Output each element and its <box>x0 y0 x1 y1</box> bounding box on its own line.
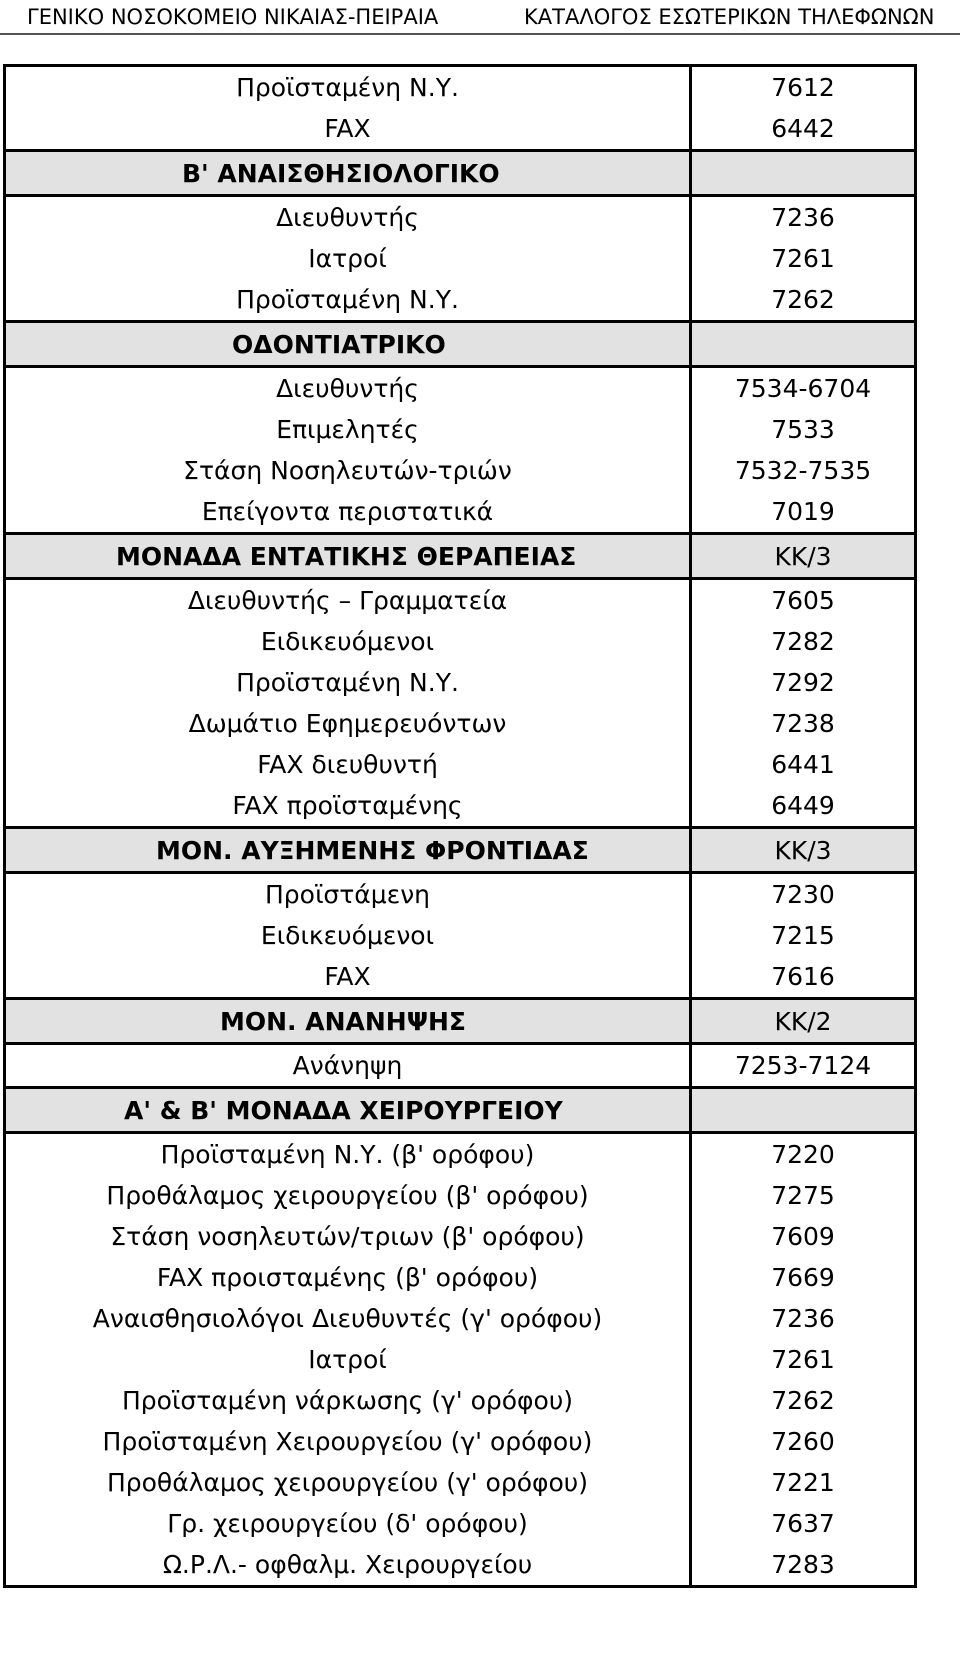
entry-extension: 7262 <box>691 279 916 322</box>
section-row <box>5 151 916 196</box>
entry-extension: 7283 <box>691 1544 916 1587</box>
entry-label: Αναισθησιολόγοι Διευθυντές (γ' ορόφου) <box>92 1304 603 1333</box>
section-label-text: ΜΟΝ. ΑΥΞΗΜΕΝΗΣ ΦΡΟΝΤΙΔΑΣ <box>156 835 589 865</box>
entry-label: Προϊστάμενη <box>264 880 431 909</box>
catalog-title: ΚΑΤΑΛΟΓΟΣ ΕΣΩΤΕΡΙΚΩΝ ΤΗΛΕΦΩΝΩΝ <box>524 5 935 29</box>
entry-extension: 7019 <box>691 491 916 534</box>
entry-extension: 7261 <box>691 1339 916 1380</box>
entry-label: FAX διευθυντή <box>257 750 438 779</box>
entry-extension: 6449 <box>691 785 916 828</box>
entry-label: Επείγοντα περιστατικά <box>201 497 494 526</box>
entry-label: Προϊσταμένη Ν.Υ. <box>236 285 459 314</box>
entry-row <box>5 491 916 534</box>
section-extension <box>691 151 916 196</box>
entry-label: Προϊσταμένη Ν.Υ. <box>236 73 459 102</box>
entry-extension: 7230 <box>691 873 916 916</box>
entry-row <box>5 450 916 491</box>
entry-row <box>5 1339 916 1380</box>
entry-label: Προθάλαμος χειρουργείου (β' ορόφου) <box>106 1181 589 1210</box>
section-label <box>5 999 691 1044</box>
entry-extension: 7253-7124 <box>691 1044 916 1088</box>
section-extension: ΚΚ/3 <box>691 534 916 579</box>
section-label <box>5 322 691 367</box>
entry-row <box>5 1175 916 1216</box>
entry-extension: 7221 <box>691 1462 916 1503</box>
section-row <box>5 322 916 367</box>
section-label <box>5 151 691 196</box>
entry-extension: 7669 <box>691 1257 916 1298</box>
entry-extension: 7260 <box>691 1421 916 1462</box>
entry-extension: 7238 <box>691 703 916 744</box>
section-label <box>5 828 691 873</box>
entry-label: Στάση Νοσηλευτών-τριών <box>183 456 512 485</box>
entry-row <box>5 915 916 956</box>
entry-extension: 6442 <box>691 108 916 151</box>
entry-row <box>5 1044 916 1088</box>
phone-directory-body <box>5 66 916 1587</box>
entry-extension: 7262 <box>691 1380 916 1421</box>
section-extension: ΚΚ/2 <box>691 999 916 1044</box>
entry-label: Στάση νοσηλευτών/τριων (β' ορόφου) <box>110 1222 585 1251</box>
entry-row <box>5 785 916 828</box>
entry-label: Ειδικευόμενοι <box>260 921 435 950</box>
entry-label: Ειδικευόμενοι <box>260 627 435 656</box>
entry-extension: 7215 <box>691 915 916 956</box>
entry-row <box>5 873 916 916</box>
entry-label: Ιατροί <box>308 244 387 273</box>
entry-label: FAX <box>324 114 371 143</box>
section-label <box>5 534 691 579</box>
entry-label: Προϊσταμένη Ν.Υ. <box>236 668 459 697</box>
entry-label: FAX <box>324 962 371 991</box>
entry-label: Προϊσταμένη Ν.Υ. (β' ορόφου) <box>160 1140 535 1169</box>
entry-extension: 7533 <box>691 409 916 450</box>
entry-extension: 7236 <box>691 1298 916 1339</box>
entry-label: Γρ. χειρουργείου (δ' ορόφου) <box>167 1509 528 1538</box>
section-extension <box>691 1088 916 1133</box>
header-divider <box>0 33 960 35</box>
entry-extension: 7282 <box>691 621 916 662</box>
entry-extension: 7261 <box>691 238 916 279</box>
entry-extension: 7616 <box>691 956 916 999</box>
phone-directory-table <box>3 64 917 1588</box>
entry-label: Ιατροί <box>308 1345 387 1374</box>
section-label-text: Α' & Β' ΜΟΝΑΔΑ ΧΕΙΡΟΥΡΓΕΙΟΥ <box>124 1095 563 1125</box>
entry-label: Διευθυντής – Γραμματεία <box>187 586 508 615</box>
entry-row <box>5 66 916 109</box>
entry-row <box>5 279 916 322</box>
section-row <box>5 1088 916 1133</box>
entry-row <box>5 579 916 622</box>
entry-label: Διευθυντής <box>276 374 419 403</box>
section-row <box>5 534 916 579</box>
entry-label: Επιμελητές <box>276 415 419 444</box>
section-label-text: ΜΟΝ. ΑΝΑΝΗΨΗΣ <box>220 1006 466 1036</box>
entry-row <box>5 1421 916 1462</box>
entry-label: Ανάνηψη <box>292 1051 403 1080</box>
entry-row <box>5 196 916 239</box>
entry-row <box>5 662 916 703</box>
entry-extension: 7612 <box>691 66 916 109</box>
entry-row <box>5 409 916 450</box>
entry-row <box>5 703 916 744</box>
entry-row <box>5 1462 916 1503</box>
entry-extension: 7637 <box>691 1503 916 1544</box>
page-header <box>0 0 960 34</box>
section-label-text: Β' ΑΝΑΙΣΘΗΣΙΟΛΟΓΙΚΟ <box>182 158 500 188</box>
entry-label: FAX προϊσταμένης <box>232 791 463 820</box>
entry-label: Προθάλαμος χειρουργείου (γ' ορόφου) <box>106 1468 589 1497</box>
entry-row <box>5 238 916 279</box>
entry-label: Προϊσταμένη νάρκωσης (γ' ορόφου) <box>121 1386 574 1415</box>
entry-extension: 7220 <box>691 1133 916 1176</box>
entry-row <box>5 1133 916 1176</box>
entry-extension: 6441 <box>691 744 916 785</box>
section-row <box>5 828 916 873</box>
entry-extension: 7236 <box>691 196 916 239</box>
entry-extension: 7292 <box>691 662 916 703</box>
hospital-name: ΓΕΝΙΚΟ ΝΟΣΟΚΟΜΕΙΟ ΝΙΚΑΙΑΣ-ΠΕΙΡΑΙΑ <box>27 5 439 29</box>
entry-row <box>5 108 916 151</box>
section-label-text: ΟΔΟΝΤΙΑΤΡΙΚΟ <box>232 329 446 359</box>
entry-row <box>5 1544 916 1587</box>
entry-row <box>5 621 916 662</box>
entry-row <box>5 956 916 999</box>
entry-label: Ω.Ρ.Λ.- οφθαλμ. Χειρουργείου <box>162 1550 533 1579</box>
section-extension: ΚΚ/3 <box>691 828 916 873</box>
section-label <box>5 1088 691 1133</box>
entry-row <box>5 367 916 410</box>
entry-label: Διευθυντής <box>276 203 419 232</box>
entry-label: Δωμάτιο Εφημερευόντων <box>188 709 507 738</box>
entry-row <box>5 1503 916 1544</box>
section-row <box>5 999 916 1044</box>
entry-row <box>5 1298 916 1339</box>
entry-extension: 7275 <box>691 1175 916 1216</box>
entry-row <box>5 1380 916 1421</box>
entry-extension: 7534-6704 <box>691 367 916 410</box>
section-extension <box>691 322 916 367</box>
entry-row <box>5 744 916 785</box>
entry-label: FAX προισταμένης (β' ορόφου) <box>156 1263 539 1292</box>
entry-extension: 7609 <box>691 1216 916 1257</box>
section-label-text: ΜΟΝΑΔΑ ΕΝΤΑΤΙΚΗΣ ΘΕΡΑΠΕΙΑΣ <box>116 541 577 571</box>
entry-label: Προϊσταμένη Χειρουργείου (γ' ορόφου) <box>102 1427 593 1456</box>
entry-row <box>5 1216 916 1257</box>
entry-row <box>5 1257 916 1298</box>
entry-extension: 7532-7535 <box>691 450 916 491</box>
entry-extension: 7605 <box>691 579 916 622</box>
